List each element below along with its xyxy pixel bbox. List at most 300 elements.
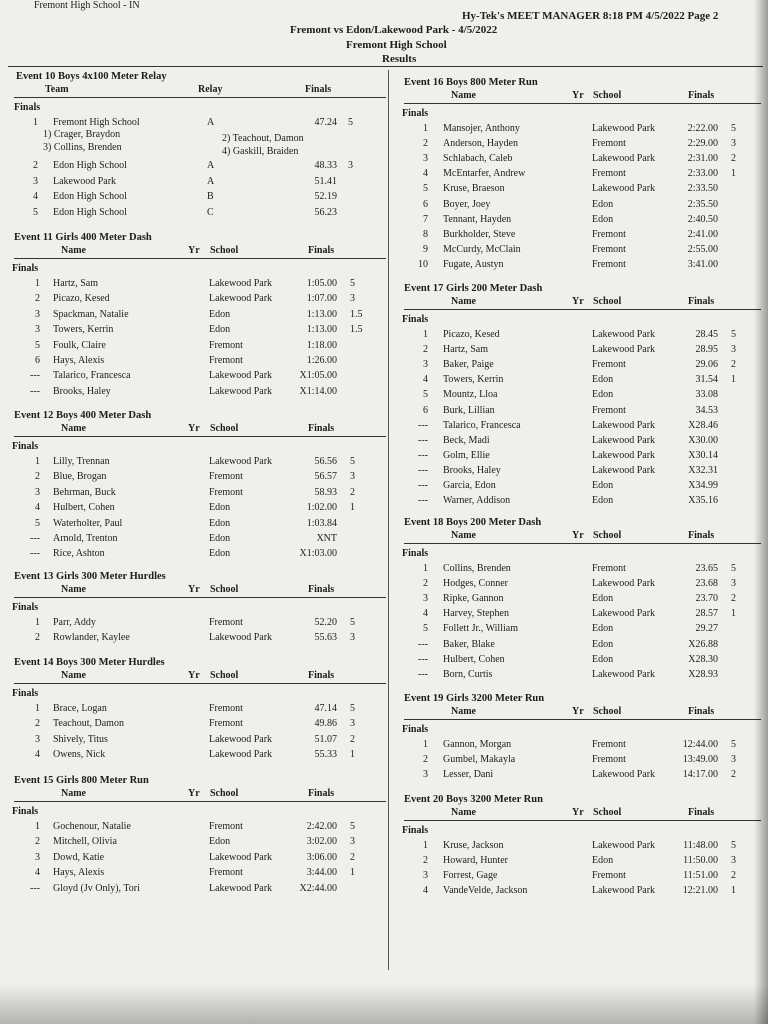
column-header-school: School: [593, 706, 622, 717]
event-title: Event 15 Girls 800 Meter Run: [14, 775, 149, 786]
finals-time: X1:05.00: [299, 370, 337, 382]
place: 2: [35, 718, 40, 730]
school-name: Fremont: [592, 404, 626, 416]
place: ---: [418, 419, 428, 431]
points: 1.5: [350, 308, 363, 320]
column-header-school: School: [593, 296, 622, 307]
athlete-name: Towers, Kerrin: [53, 324, 114, 336]
athlete-name: Lilly, Trennan: [53, 456, 110, 467]
athlete-name: Owens, Nick: [53, 749, 106, 761]
place: 1: [423, 123, 428, 134]
column-header-name: Name: [61, 423, 86, 434]
place: 6: [423, 198, 428, 210]
header-results: Results: [382, 53, 417, 65]
school-name: Edon: [209, 308, 231, 320]
place: ---: [30, 370, 40, 382]
relay-member: 4) Gaskill, Braiden: [222, 146, 299, 157]
column-header-relay: Relay: [198, 84, 223, 95]
points: 2: [731, 359, 736, 371]
column-header-finals: Finals: [308, 670, 335, 681]
place: 3: [423, 870, 428, 882]
page-bottom-shadow: [0, 984, 768, 1024]
place: 2: [423, 754, 428, 766]
school-name: Lakewood Park: [209, 632, 273, 644]
column-header-rule: [14, 801, 386, 802]
place: 5: [35, 339, 40, 351]
column-header-rule: [14, 97, 386, 98]
points: 1: [731, 885, 736, 897]
finals-time: 28.45: [695, 329, 718, 340]
place: 3: [35, 851, 40, 863]
points: 3: [350, 718, 355, 730]
finals-time: 51.41: [314, 175, 337, 187]
place: 3: [35, 324, 40, 336]
athlete-name: McEntarfer, Andrew: [443, 168, 526, 180]
school-name: Edon: [209, 836, 231, 848]
athlete-name: Forrest, Gage: [443, 870, 498, 882]
column-header-name: Name: [61, 584, 86, 595]
athlete-name: Fugate, Austyn: [443, 258, 504, 270]
section-label: Finals: [12, 602, 39, 613]
place: 3: [33, 175, 38, 187]
school-name: Fremont: [592, 870, 626, 882]
column-header-yr: Yr: [188, 245, 200, 256]
place: ---: [418, 434, 428, 446]
school-name: Lakewood Park: [209, 370, 273, 382]
column-header-school: School: [210, 670, 239, 681]
place: ---: [418, 653, 428, 665]
column-header-name: Name: [451, 530, 476, 541]
column-header-yr: Yr: [572, 90, 584, 101]
athlete-name: Rice, Ashton: [53, 548, 105, 560]
finals-time: 1:13.00: [306, 324, 337, 336]
athlete-name: Hartz, Sam: [443, 344, 488, 356]
school-name: Fremont: [592, 168, 626, 180]
team-name: Lakewood Park: [53, 175, 117, 187]
school-name: Fremont: [592, 138, 626, 150]
school-name: Edon: [592, 855, 614, 867]
finals-time: 56.56: [314, 456, 337, 467]
points: 5: [731, 329, 736, 340]
points: 3: [731, 855, 736, 867]
column-header-yr: Yr: [572, 530, 584, 541]
athlete-name: Brooks, Haley: [53, 385, 111, 397]
finals-time: X28.46: [688, 419, 718, 431]
school-name: Edon: [209, 533, 231, 544]
points: 1: [350, 867, 355, 879]
finals-time: 2:55.00: [687, 243, 718, 255]
athlete-name: Schlabach, Caleb: [443, 153, 513, 165]
place: 8: [423, 228, 428, 240]
athlete-name: Hays, Alexis: [53, 355, 105, 366]
place: 6: [423, 404, 428, 416]
athlete-name: Parr, Addy: [53, 617, 96, 628]
school-name: Lakewood Park: [209, 385, 273, 397]
column-header-finals: Finals: [308, 788, 335, 799]
school-name: Fremont: [209, 718, 243, 730]
points: 2: [731, 870, 736, 882]
finals-time: 2:29.00: [687, 138, 718, 150]
athlete-name: Mansojer, Anthony: [443, 123, 520, 134]
athlete-name: Golm, Ellie: [443, 449, 490, 461]
school-name: Fremont: [209, 867, 243, 879]
finals-time: 2:42.00: [306, 821, 337, 832]
team-name: Fremont High School: [53, 117, 140, 128]
school-name: Lakewood Park: [592, 329, 656, 340]
points: 2: [731, 593, 736, 605]
school-name: Lakewood Park: [592, 578, 656, 590]
finals-time: 1:26.00: [306, 355, 337, 366]
header-software-line: Hy-Tek's MEET MANAGER 8:18 PM 4/5/2022 Page 2: [462, 10, 719, 22]
header-top-left: Fremont High School - IN: [34, 0, 140, 11]
athlete-name: Gloyd (Jv Only), Tori: [53, 882, 140, 894]
relay-letter: A: [207, 117, 215, 128]
finals-time: 56.23: [314, 206, 337, 218]
school-name: Fremont: [209, 703, 243, 714]
finals-time: X28.30: [688, 653, 718, 665]
finals-time: 3:02.00: [306, 836, 337, 848]
athlete-name: Mitchell, Olivia: [53, 836, 117, 848]
place: ---: [30, 548, 40, 560]
finals-time: 1:02.00: [306, 502, 337, 514]
finals-time: 1:05.00: [306, 278, 337, 289]
school-name: Edon: [592, 653, 614, 665]
place: 2: [423, 344, 428, 356]
points: 5: [348, 117, 353, 128]
school-name: Lakewood Park: [592, 769, 656, 781]
finals-time: 2:40.50: [687, 213, 718, 225]
section-label: Finals: [12, 806, 39, 817]
place: ---: [418, 668, 428, 680]
athlete-name: Arnold, Trenton: [53, 533, 118, 544]
points: 3: [731, 138, 736, 150]
points: 1: [731, 168, 736, 180]
finals-time: 55.33: [314, 749, 337, 761]
finals-time: 11:50.00: [683, 855, 718, 867]
athlete-name: Burk, Lillian: [443, 404, 495, 416]
place: 4: [33, 191, 38, 203]
athlete-name: Gannon, Morgan: [443, 739, 512, 750]
finals-time: 29.27: [695, 623, 718, 635]
place: 1: [35, 278, 40, 289]
column-header-name: Name: [61, 788, 86, 799]
place: 4: [35, 502, 40, 514]
place: 5: [423, 623, 428, 635]
athlete-name: VandeVelde, Jackson: [443, 885, 528, 897]
finals-time: 1:07.00: [306, 293, 337, 305]
team-name: Edon High School: [53, 206, 127, 218]
athlete-name: Brace, Logan: [53, 703, 107, 714]
school-name: Edon: [592, 480, 614, 491]
place: 3: [35, 486, 40, 498]
school-name: Fremont: [592, 739, 626, 750]
finals-time: 11:48.00: [683, 840, 718, 851]
place: 9: [423, 243, 428, 255]
column-header-name: Name: [451, 90, 476, 101]
column-header-yr: Yr: [188, 670, 200, 681]
place: ---: [418, 464, 428, 476]
column-header-finals: Finals: [688, 296, 715, 307]
athlete-name: Rowlander, Kaylee: [53, 632, 130, 644]
column-header-finals: Finals: [688, 530, 715, 541]
athlete-name: Teachout, Damon: [53, 718, 124, 730]
athlete-name: Gochenour, Natalie: [53, 821, 131, 832]
athlete-name: Garcia, Edon: [443, 480, 496, 491]
event-title: Event 13 Girls 300 Meter Hurdles: [14, 571, 166, 582]
athlete-name: Baker, Paige: [443, 359, 494, 371]
event-title: Event 14 Boys 300 Meter Hurdles: [14, 657, 165, 668]
finals-time: 47.24: [314, 117, 337, 128]
finals-time: 11:51.00: [683, 870, 718, 882]
school-name: Lakewood Park: [592, 419, 656, 431]
athlete-name: Follett Jr., William: [443, 623, 518, 635]
place: 4: [35, 867, 40, 879]
points: 1: [731, 374, 736, 386]
column-header-finals: Finals: [688, 807, 715, 818]
column-header-name: Name: [451, 296, 476, 307]
column-header-school: School: [210, 423, 239, 434]
finals-time: 3:44.00: [306, 867, 337, 879]
school-name: Edon: [592, 389, 614, 401]
finals-time: 55.63: [314, 632, 337, 644]
points: 3: [731, 578, 736, 590]
place: 3: [423, 593, 428, 605]
points: 2: [350, 851, 355, 863]
place: 2: [423, 855, 428, 867]
header-host: Fremont High School: [346, 39, 447, 51]
points: 5: [731, 840, 736, 851]
athlete-name: Talarico, Francesca: [443, 419, 521, 431]
finals-time: X35.16: [688, 495, 718, 507]
place: ---: [30, 882, 40, 894]
finals-time: 49.86: [314, 718, 337, 730]
place: 2: [35, 632, 40, 644]
header-meet-title: Fremont vs Edon/Lakewood Park - 4/5/2022: [290, 24, 498, 36]
section-label: Finals: [12, 688, 39, 699]
column-header-team: Team: [45, 84, 69, 95]
finals-time: 31.54: [695, 374, 718, 386]
athlete-name: Mountz, Lloa: [443, 389, 498, 401]
athlete-name: Burkholder, Steve: [443, 228, 516, 240]
column-header-finals: Finals: [305, 84, 332, 95]
points: 3: [350, 632, 355, 644]
place: 4: [423, 168, 428, 180]
place: ---: [418, 480, 428, 491]
column-divider: [388, 70, 389, 970]
athlete-name: Hartz, Sam: [53, 278, 98, 289]
column-header-rule: [14, 597, 386, 598]
school-name: Fremont: [592, 359, 626, 371]
points: 3: [350, 471, 355, 483]
event-title: Event 12 Boys 400 Meter Dash: [14, 410, 152, 421]
relay-member: 2) Teachout, Damon: [222, 133, 304, 144]
school-name: Fremont: [592, 563, 626, 574]
school-name: Fremont: [209, 355, 243, 366]
school-name: Edon: [592, 374, 614, 386]
place: ---: [418, 495, 428, 507]
place: 1: [35, 456, 40, 467]
place: 5: [33, 206, 38, 218]
column-header-rule: [14, 436, 386, 437]
page-edge-shadow: [754, 0, 768, 1024]
finals-time: X30.00: [688, 434, 718, 446]
column-header-finals: Finals: [688, 90, 715, 101]
school-name: Fremont: [209, 821, 243, 832]
place: 2: [423, 578, 428, 590]
place: 2: [423, 138, 428, 150]
place: 4: [423, 374, 428, 386]
finals-time: 3:06.00: [306, 851, 337, 863]
place: 4: [423, 885, 428, 897]
school-name: Lakewood Park: [592, 183, 656, 195]
finals-time: 2:22.00: [687, 123, 718, 134]
school-name: Edon: [592, 623, 614, 635]
column-header-school: School: [593, 530, 622, 541]
finals-time: 28.57: [695, 608, 718, 620]
relay-member: 3) Collins, Brenden: [43, 142, 122, 153]
points: 2: [350, 733, 355, 745]
school-name: Lakewood Park: [209, 293, 273, 305]
column-header-school: School: [210, 788, 239, 799]
school-name: Lakewood Park: [592, 153, 656, 165]
athlete-name: Lesser, Dani: [443, 769, 494, 781]
relay-letter: A: [207, 175, 215, 187]
place: 2: [35, 836, 40, 848]
finals-time: 33.08: [695, 389, 718, 401]
school-name: Lakewood Park: [209, 278, 273, 289]
event-title: Event 16 Boys 800 Meter Run: [404, 77, 538, 88]
points: 5: [350, 456, 355, 467]
athlete-name: Hulbert, Cohen: [53, 502, 115, 514]
school-name: Lakewood Park: [209, 882, 273, 894]
athlete-name: Behrman, Buck: [53, 486, 116, 498]
school-name: Lakewood Park: [592, 840, 656, 851]
column-header-finals: Finals: [308, 584, 335, 595]
column-header-rule: [404, 309, 761, 310]
athlete-name: Gumbel, Makayla: [443, 754, 516, 766]
finals-time: XNT: [316, 533, 337, 544]
column-header-finals: Finals: [308, 423, 335, 434]
athlete-name: Kruse, Braeson: [443, 183, 505, 195]
school-name: Lakewood Park: [592, 123, 656, 134]
finals-time: 56.57: [314, 471, 337, 483]
athlete-name: Spackman, Natalie: [53, 308, 129, 320]
finals-time: 23.68: [695, 578, 718, 590]
finals-time: X1:03.00: [299, 548, 337, 560]
school-name: Fremont: [209, 339, 243, 351]
finals-time: 1:13.00: [306, 308, 337, 320]
place: 5: [35, 517, 40, 529]
athlete-name: Beck, Madi: [443, 434, 490, 446]
finals-time: 48.33: [314, 160, 337, 171]
school-name: Edon: [592, 638, 614, 650]
place: 3: [423, 359, 428, 371]
place: 3: [423, 769, 428, 781]
points: 3: [350, 293, 355, 305]
athlete-name: Collins, Brenden: [443, 563, 511, 574]
athlete-name: McCurdy, McClain: [443, 243, 521, 255]
column-header-name: Name: [61, 670, 86, 681]
column-header-finals: Finals: [308, 245, 335, 256]
finals-time: X28.93: [688, 668, 718, 680]
place: ---: [418, 449, 428, 461]
athlete-name: Ripke, Gannon: [443, 593, 504, 605]
place: 3: [35, 308, 40, 320]
finals-time: 23.70: [695, 593, 718, 605]
points: 2: [350, 486, 355, 498]
school-name: Lakewood Park: [209, 749, 273, 761]
column-header-rule: [14, 258, 386, 259]
team-name: Edon High School: [53, 160, 127, 171]
athlete-name: Waterholter, Paul: [53, 517, 123, 529]
athlete-name: Born, Curtis: [443, 668, 493, 680]
athlete-name: Towers, Kerrin: [443, 374, 504, 386]
place: 3: [423, 153, 428, 165]
finals-time: 28.95: [695, 344, 718, 356]
column-header-rule: [404, 103, 761, 104]
points: 5: [350, 617, 355, 628]
points: 1.5: [350, 324, 363, 336]
place: 10: [418, 258, 428, 270]
athlete-name: Shively, Titus: [53, 733, 108, 745]
school-name: Edon: [209, 517, 231, 529]
finals-time: 2:33.50: [687, 183, 718, 195]
column-header-yr: Yr: [188, 423, 200, 434]
finals-time: 23.65: [695, 563, 718, 574]
place: 1: [423, 840, 428, 851]
school-name: Edon: [209, 324, 231, 336]
team-name: Edon High School: [53, 191, 127, 203]
school-name: Lakewood Park: [209, 456, 273, 467]
place: 1: [423, 739, 428, 750]
place: 1: [423, 329, 428, 340]
section-label: Finals: [402, 108, 429, 119]
athlete-name: Hodges, Conner: [443, 578, 508, 590]
athlete-name: Baker, Blake: [443, 638, 495, 650]
finals-time: 12:44.00: [682, 739, 718, 750]
points: 3: [731, 344, 736, 356]
finals-time: 13:49.00: [682, 754, 718, 766]
school-name: Edon: [592, 495, 614, 507]
school-name: Lakewood Park: [592, 668, 656, 680]
column-header-rule: [404, 820, 761, 821]
athlete-name: Tennant, Hayden: [443, 213, 512, 225]
event-title: Event 17 Girls 200 Meter Dash: [404, 283, 543, 294]
column-header-name: Name: [451, 706, 476, 717]
column-header-school: School: [593, 807, 622, 818]
column-header-yr: Yr: [188, 788, 200, 799]
finals-time: 51.07: [314, 733, 337, 745]
athlete-name: Anderson, Hayden: [443, 138, 518, 150]
school-name: Edon: [592, 213, 614, 225]
finals-time: 12:21.00: [682, 885, 718, 897]
column-header-school: School: [593, 90, 622, 101]
column-header-rule: [404, 543, 761, 544]
column-header-name: Name: [451, 807, 476, 818]
points: 5: [731, 563, 736, 574]
school-name: Edon: [592, 198, 614, 210]
school-name: Fremont: [592, 243, 626, 255]
finals-time: X34.99: [688, 480, 718, 491]
section-label: Finals: [402, 548, 429, 559]
athlete-name: Picazo, Kesed: [53, 293, 110, 305]
points: 3: [731, 754, 736, 766]
athlete-name: Boyer, Joey: [443, 198, 491, 210]
athlete-name: Hulbert, Cohen: [443, 653, 505, 665]
school-name: Lakewood Park: [592, 885, 656, 897]
athlete-name: Talarico, Francesca: [53, 370, 131, 382]
points: 3: [350, 836, 355, 848]
